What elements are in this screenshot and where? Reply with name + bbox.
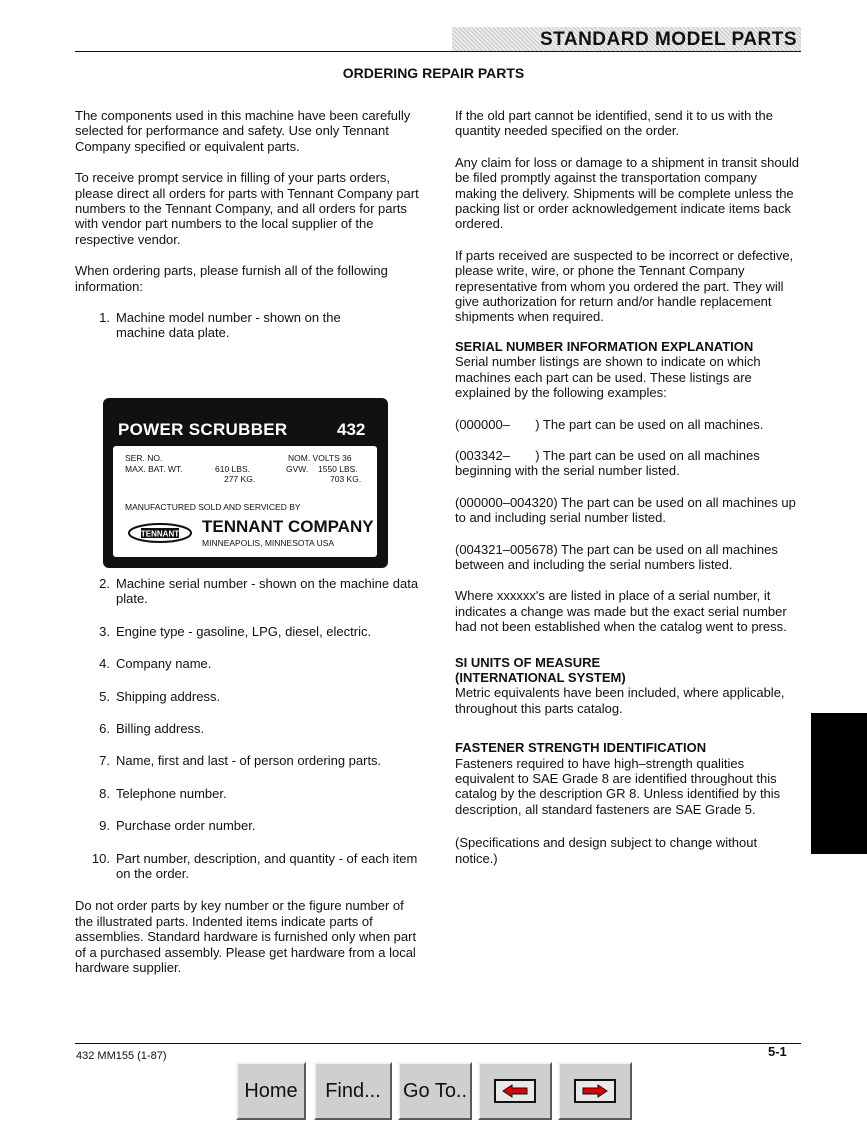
intro-paragraph: The components used in this machine have been carefully selected for performance and safety. Use only Tennant Company specified or equivalent parts.: [75, 108, 411, 154]
plate-model: 432: [337, 420, 366, 439]
list-item: 4. Company name.: [99, 656, 212, 672]
plate-mfg-line: MANUFACTURED SOLD AND SERVICED BY: [125, 502, 301, 512]
plate-city: MINNEAPOLIS, MINNESOTA USA: [202, 538, 335, 548]
footer-rule: [75, 1043, 801, 1044]
plate-bat-lbs: 610 LBS.: [215, 464, 250, 474]
page-title: ORDERING REPAIR PARTS: [342, 65, 525, 81]
ordering-paragraph: To receive prompt service in filling of your parts orders, please direct all orders for parts with Tennant Company part numbers to the Tennant Company, and all orders for parts with vendor part numbers to the local supplier of the respective vendor.: [75, 170, 419, 247]
header-rule: [75, 51, 801, 52]
spec-note: (Specifications and design subject to change without notice.): [455, 835, 758, 866]
next-page-button[interactable]: [558, 1062, 632, 1120]
goto-button[interactable]: Go To..: [398, 1062, 472, 1120]
list-item: 8. Telephone number.: [99, 785, 227, 801]
home-button[interactable]: Home: [236, 1062, 306, 1120]
fastener-heading: FASTENER STRENGTH IDENTIFICATION: [455, 740, 707, 756]
section-title: STANDARD MODEL PARTS: [540, 29, 797, 50]
serial-example-1: (000000– ) The part can be used on all machines.: [455, 416, 764, 432]
section-tab-marker: [811, 713, 867, 854]
plate-bat-kg: 277 KG.: [224, 474, 256, 484]
furnish-paragraph: When ordering parts, please furnish all of the following information:: [75, 263, 388, 294]
plate-company-name: TENNANT COMPANY: [202, 517, 374, 536]
plate-gvw-kg: 703 KG.: [330, 474, 362, 484]
plate-gvw: GVW.: [286, 464, 309, 474]
footer-doc-id: 432 MM155 (1-87): [76, 1050, 167, 1062]
plate-title: POWER SCRUBBER: [118, 420, 288, 439]
si-heading-2: (INTERNATIONAL SYSTEM): [455, 669, 626, 685]
previous-page-button[interactable]: [478, 1062, 552, 1120]
list-item: 10. Part number, description, and quantity - of each item on the order.: [91, 850, 418, 882]
xxxx-note: Where xxxxxx's are listed in place of a serial number, it indicates a change was made but the exact serial number had not been established when the catalog went to press.: [455, 588, 787, 635]
defective-paragraph: If parts received are suspected to be incorrect or defective, please write, wire, or phone the Tennant Company representative from whom you ordered the part. They will give authorization for return and/or handle replacement shipments when required.: [455, 247, 794, 325]
claim-paragraph: Any claim for loss or damage to a shipment in transit should be filed promptly against the transportation company making the delivery. Shipments will be complete unless the packing list or order acknowledgement indicate items back ordered.: [455, 154, 799, 232]
right-column: [455, 108, 800, 882]
hardware-paragraph: Do not order parts by key number or the figure number of the illustrated parts. Indented items indicate parts of assemblies. Standard hardware is furnished only when part of a purchased assembly. Please get hardware from a local hardware supplier.: [75, 898, 417, 976]
page-number: 5-1: [768, 1044, 787, 1059]
list-item: 2. Machine serial number - shown on the machine data plate.: [99, 576, 419, 607]
left-column-top: [75, 108, 425, 358]
plate-gvw-lbs: 1550 LBS.: [318, 464, 358, 474]
find-button[interactable]: Find...: [314, 1062, 392, 1120]
plate-nom-volts: NOM. VOLTS 36: [288, 453, 352, 463]
plate-max-bat-wt: MAX. BAT. WT.: [125, 464, 183, 474]
left-arrow-icon: [494, 1079, 536, 1103]
logo-text: TENNANT: [140, 529, 180, 539]
serial-example-2: (003342– ) The part can be used on all machines beginning with the serial number listed.: [455, 447, 764, 479]
list-item: 1. Machine model number - shown on the machine data plate.: [99, 310, 341, 341]
serial-heading: SERIAL NUMBER INFORMATION EXPLANATION: [455, 338, 754, 354]
left-column-bottom: [75, 576, 435, 992]
list-item: 6. Billing address.: [99, 721, 205, 737]
plate-ser-no: SER. NO.: [125, 453, 163, 463]
list-item: 9. Purchase order number.: [99, 818, 256, 834]
fastener-text: Fasteners required to have high–strength qualities equivalent to SAE Grade 8 are identified throughout this catalog by the description GR 8. Unless identified by this description, all standard fasteners are SAE Grade 5.: [455, 755, 781, 817]
tennant-logo-icon: [127, 522, 193, 544]
list-item: 5. Shipping address.: [99, 688, 221, 704]
list-item: 7. Name, first and last - of person ordering parts.: [99, 753, 382, 769]
si-text: Metric equivalents have been included, where applicable, throughout this parts catalog.: [455, 685, 785, 716]
right-arrow-icon: [574, 1079, 616, 1103]
si-heading-1: SI UNITS OF MEASURE: [455, 654, 601, 670]
serial-example-4: (004321–005678) The part can be used on all machines between and including the serial numbers listed.: [455, 541, 778, 572]
list-item: 3. Engine type - gasoline, LPG, diesel, electric.: [99, 623, 372, 639]
serial-intro: Serial number listings are shown to indicate on which machines each part can be used. These listings are explained by the following examples:: [455, 354, 761, 401]
unidentified-part-paragraph: If the old part cannot be identified, send it to us with the quantity needed specified on the order.: [455, 108, 773, 139]
serial-example-3: (000000–004320) The part can be used on all machines up to and including serial number listed.: [455, 494, 796, 526]
